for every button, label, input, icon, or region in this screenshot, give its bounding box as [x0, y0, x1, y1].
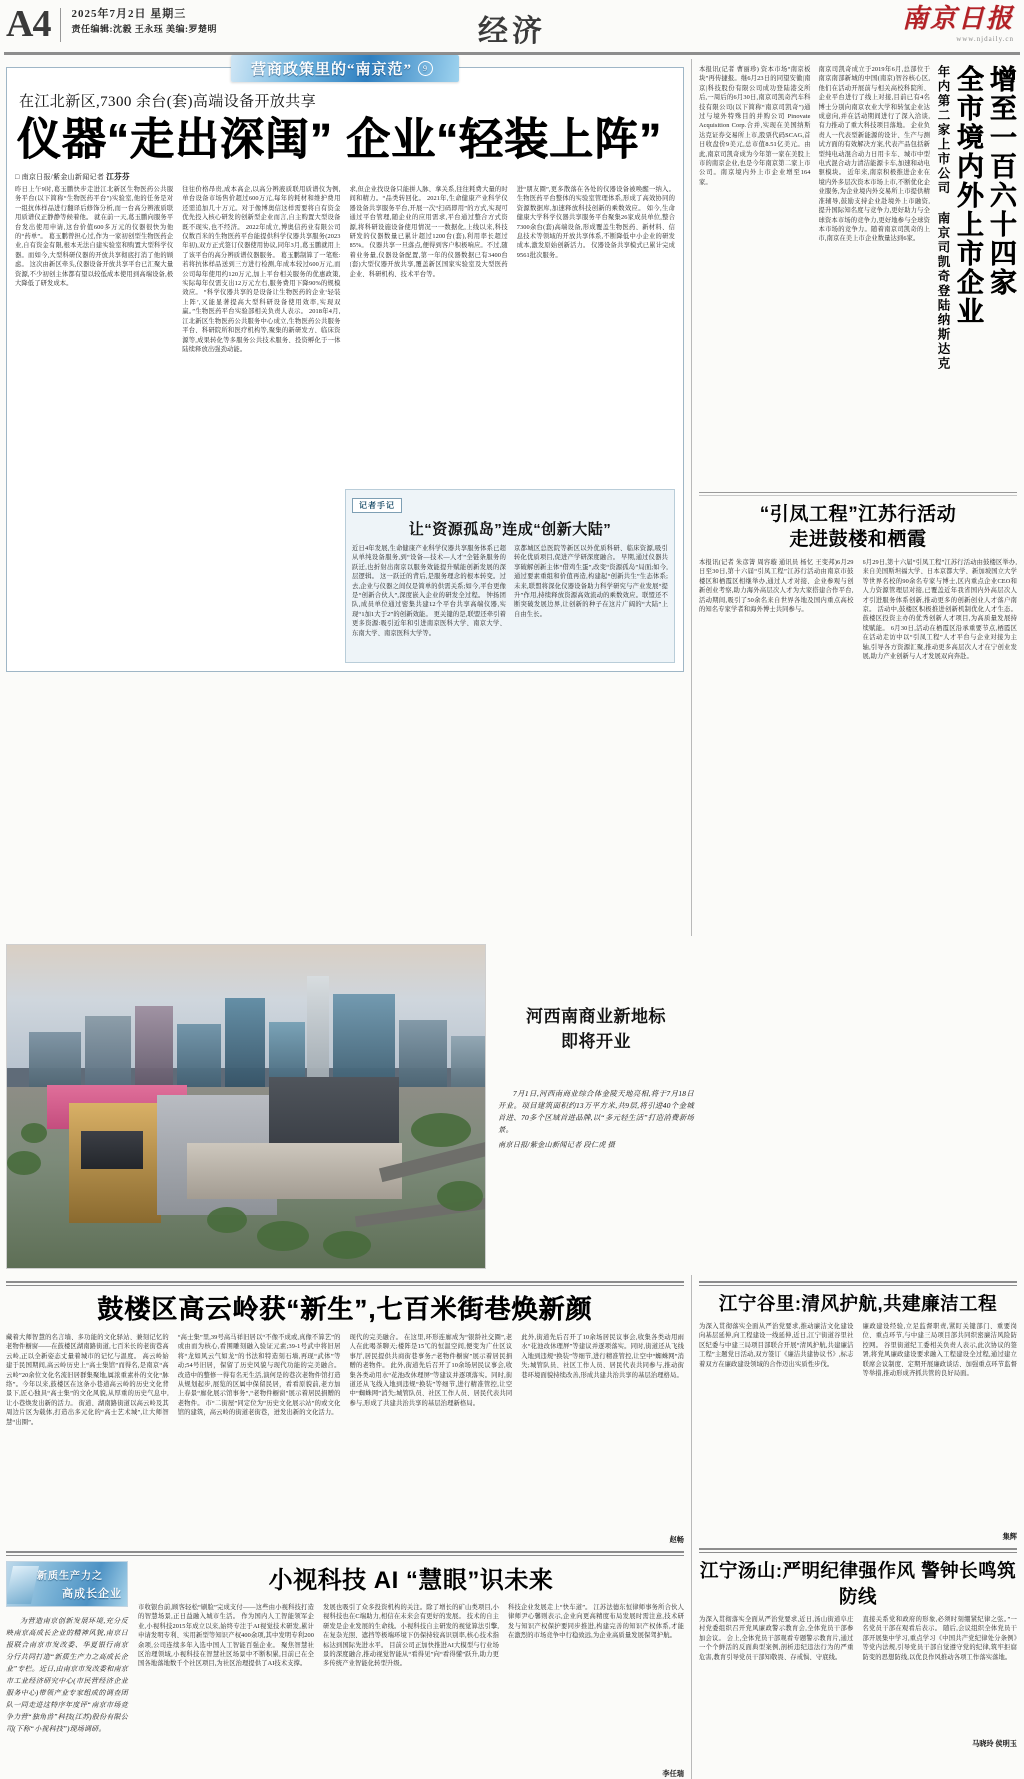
- lr-a1-signature: 集辉: [1002, 1533, 1017, 1541]
- lower-left-column: [6, 1275, 684, 1779]
- ll-col-2: “高士集”里,39号高马祥旧居以“不像不成或,真像不算艺”的或由而为核心,看围雕刻融入验证元素;39-1号武中将旧居将“龙如风云气如龙”的书法和特造刻石墙,再现“武体”等动;54号旧居，保留了历史风貌与现代功能的完美融合。 改造中的整修一得有名无生活,演何是的巷次老物件馆打造从规划起步,展览的区属中保留民居，看看原貌前,老方加上春景“廊化展示馆事务”,“老物件橱窗”展示着居民捐赠的老物件。 市“二街屋”同定位为“历史文化展示站”的或文化馆的建筑，高云岭的街道老街巷，迸发出新的文化活力。: [177, 1334, 341, 1417]
- brand-logo: 南京日报: [901, 4, 1014, 33]
- vertical-headline-group: [934, 65, 1017, 485]
- byline-prefix: □ 南京日报/紫金山新闻记者: [15, 173, 105, 181]
- badge-label-line2: 高成长企业: [62, 1588, 122, 1600]
- photo-tree: [207, 1207, 247, 1233]
- rail-divider-1: [699, 492, 1017, 493]
- lower-right-column: [699, 1275, 1017, 1779]
- growth-company-badge: [6, 1561, 128, 1607]
- photo-tower: [135, 1006, 173, 1094]
- lower-left-columns: [6, 1333, 684, 1545]
- feature-col-1: 昨日上午9时,葛玉鹏快步走进江北新区生物医药公共服务平台(以下简称“生物医药平台”)实验室,他的任务是对一组抗体样品进行翻译后修饰分析,而一台高分辨液质联用质谱仪正静静等候着他。 就在前一天,葛玉鹏向服务平台发出使用申请,这台价值600多万元的仪器很快为他的“药单”。 葛玉鹏曾担心过,作为一家初创型生物医药企业,自有资金有限,根本无法自建实验室和购置大型科学仪器。而如今,大型科研仪器的开放共享彻底打消了他的顾虑。 这次由新区牵头,仪器设备开放共享平台已汇聚大量资源,不少初创主体都有望以较低成本使用到高端设备,极大降低了研发成本。: [15, 186, 174, 288]
- photo-block: [0, 944, 1024, 1269]
- notes-holder: [345, 485, 675, 663]
- lr-rule-2: [699, 1548, 1017, 1550]
- photo-tower: [225, 998, 265, 1094]
- photo-tree: [21, 1123, 47, 1143]
- feature-columns: [15, 185, 675, 485]
- ll-signature: 赵畅: [669, 1536, 684, 1544]
- lr-a1-col-1: 为深入贯彻落实全面从严治党要求,推动廉洁文化建设向基层延伸,向工程建设一线延伸,近日,江宁街道谷里社区纪委与中建三局项目部联合开展“清风护航,共建廉洁工程”主题党日活动,双方签订《廉洁共建协议书》,标志着双方在廉政建设领域的合作迈出实质性步伐。: [699, 1323, 854, 1368]
- rail-article-2: [699, 502, 1017, 936]
- photo-caption-headline-line2: 即将开业: [561, 1032, 631, 1051]
- reporter-notes-box: [345, 489, 675, 663]
- photo-caption-headline-line1: 河西南商业新地标: [526, 1007, 666, 1026]
- photo-mall-screen: [81, 1131, 143, 1169]
- photo-tower: [451, 1036, 485, 1094]
- brand-url: www.njdaily.cn: [956, 35, 1014, 43]
- feature-col-2: 往往价格昂贵,成本高企,以高分辨液质联用质谱仪为例,单台设备市场售价超过600万元,每年的耗材和维护费用还需追加几十万元。对于像博奥信这样需要将自有资金优先投入核心研发的创新型企业而言,自主购置大型设备既不现实,也不经济。 2022年成立,博奥信药业有限公司仅数百米的生物医药平台能提供科学仪器共享服务(2023年初),双方正式签订仪器使用协议,同年3月,葛玉鹏就用上了该平台的高分辨质谱仪器服务。 葛玉鹏制算了一笔账:若将抗体样品送到三方进行检测,年成本较过600万元,而公司每年使用约120万元,加上平台相关服务的优惠政策,实际每年仅需支出12万元左右,服务费用下降90%的规模效应。 “科学仪器共享的是设备让生物医药的企业‘轻装上阵’,又能显著提高大型科研设备使用效率,实现双赢。”生物医药平台实验部相关负责人表示。 2018年4月,江北新区生物医药公共服务中心成立,生物医药公共服务平台、科研院所和医疗机构等,聚集的新研发方、临床资源等,成果转化等多服务公共技术服务、投资孵化于一体陆续释放出强劲动能。: [182, 186, 341, 353]
- editor-credits: 责任编辑:沈毅 王永珏 美编:罗楚明: [71, 24, 217, 34]
- lr-a2-headline: 江宁汤山:严明纪律强作风 警钟长鸣筑防线: [699, 1560, 1017, 1607]
- notes-col-1: 近日4年发展,生命健康产业科学仪器共享服务体系已超从单纯设备服务,到“设备—技术—人才”全链条服务的跃迁,也折射出南京以服务效能提升赋能创新发展的深层逻辑。 这一跃迁的背后,是服务理念的根本转变。过去,企业与仪器之间仅是简单的供需关系;如今,平台更像是“创新合伙人”,深度嵌入企业的研发全过程。 钟扬团队,成员单位通过密集共建12个平台共享高端仪器,实现“1加1大于2”的创新效能。 更关键的是,联盟还牵引着更多资源:吸引近年和引进南京医科大学、南京大学、东南大学、南京医科大学等。: [352, 545, 506, 637]
- top-vertical-divider: [691, 59, 692, 936]
- reporter-notes-tag: 记者手记: [352, 498, 402, 513]
- lr-a1-col-2: 廉政建设经验,立足监督职责,紧盯关键部门、重要岗位、重点环节,与中建三局项目部共同织密廉洁风险防控网。 谷里街道纪工委相关负责人表示,此次协议的签署,将党风廉政建设要求融入工程建设全过程,通过建立联席会议制度、定期开展廉政谈话、加强重点环节监督等举措,推动形成齐抓共管的良好局面。: [862, 1323, 1017, 1378]
- byline-reporter: 江芬芬: [106, 172, 130, 181]
- photo-tree: [7, 1151, 41, 1175]
- photo-tower: [399, 1020, 447, 1094]
- badge-label-line1: 新质生产力之: [37, 1571, 103, 1582]
- rail-a1-col-2: 南京司凯奇成立于2019年6月,总部位于南京南部新城的中国(南京)智谷核心区,他们在活动开展前与相关高校科院所、企业平台进行了线上对接,目前已有4名博士分别向南京农业大学和转氢企业达成意向,并在活动期间进行了深入洽谈,有力推动了重大科技项目落地。 企业负责人一代表型新能源的设计、生产与测试方面的有效解决方案,代表产品包括新型纯电动混合动力日用卡车、城市中型电式混合动力清洁能源卡车,加速和动电驱模块。 近年来,南京积极推进企业在境内外多层次资本市场上市,不断优化企业服务,为企业境内外交易所上市提供精准辅导,鼓励支持企业赴境外上市融资,提升国际知名度与竞争力,更好助力与全球资本市场的竞争力,更好地参与全球资本市场的竞争力。随着南京司凯奇的上市,南京在美上市企业数量达到6家。: [818, 66, 930, 243]
- masthead: [0, 0, 1024, 52]
- feature-byline: [15, 171, 675, 182]
- ll-col-4-wrap: [521, 1333, 684, 1545]
- series-banner-label: 营商政策里的“南京范”: [250, 62, 413, 78]
- photo-tower: [85, 1016, 131, 1094]
- rail-a2-headline-line1: “引凤工程”江苏行活动: [759, 504, 957, 525]
- lower-left-headline: 鼓楼区高云岭获“新生”,七百米街巷焕新颜: [97, 1294, 593, 1324]
- ll-a2-col-3: 科技企业发展走上“快车道”。 江苏法德东恒律师事务所合伙人律师尹心馨则表示,企业向更高精度布局发展时需注意,技术研发与知识产权保护要同步推进,构建完善的知识产权体系,才能在激烈的市场竞争中行稳致远,为企业高质量发展保驾护航。: [508, 1604, 684, 1640]
- rail-article-1-columns: [699, 65, 930, 485]
- lower-zone: [0, 1275, 1024, 1779]
- ll-col-4: 此外,街道先后召开了10余场居民议事会,收集各类动用雨水“花池改休理屏”等建议并逐项落实。同时,街道还从飞线入地到违规“换装”等细节,进行精准管控,让空中“蜘蛛网”消失;城管队员、社区工作人员、居民代表共同参与,推动街巷环境面貌持续改善,形成共建共治共享的基层治理格局。: [521, 1334, 684, 1379]
- lower-rule-1b: [6, 1285, 684, 1286]
- badge-leaf-icon: [6, 1566, 39, 1604]
- feature-col-3: 求,但企业找设备只能拼人脉、拿关系,往往耗费大量的时间和精力。“品类转回化。 2021年,生命健康产业科学仪器设备共享服务平台,开展一次“扫码即用”的方式,实现可通过平台管理,随企业的应用需求,平台通过整合方式资源,将科研设施设备使用情况一一数据化,上线以来,科技研发的仪器数量已累计超过1200台(套),利用率长超过85%。 仪器共享一旦落点,便得到客户积极响应。不过,随着业务量,仪器设备配置,第一年的仪器数据已有3400台(套)大型仪器开放共享,覆盖新区国家实验室及大型医药企业、科研机构、技术平台等。: [349, 186, 508, 278]
- lr-a1-col-2-wrap: [863, 1322, 1018, 1542]
- rail-vertical-shoulder: 年内第二家上市公司 南京司凯奇登陆纳斯达克: [936, 65, 950, 371]
- lr-a2-signature: 马晓玲 侯明玉: [972, 1740, 1017, 1748]
- lr-rule-2b: [699, 1552, 1017, 1553]
- ll-a2-col-1: 市收银台前,顾客轻松“刷脸”完成支付——这些由小视科技打造的智慧场景,正日益融入城市生活。 作为国内人工智能领军企业,小视科技2015年成立以来,始终专注于AI视觉技术研发,累计申请发明专利、实用新型等知识产权400余项,其中发明专利200余项,公司连续多年入选中国人工智能百强企业。 聚焦智慧社区治理领域,小视科技在智慧社区场景中不断积累,目前已在全国各地落地数千个社区项目,为社区治理提供了AI技术支撑。: [138, 1604, 314, 1668]
- rail-a2-headline-line2: 走进鼓楼和栖霞: [789, 529, 927, 550]
- rail-vertical-headline: 全市境内外上市企业: [953, 65, 983, 326]
- rail-a1-col-1: 本报讯(记者 曹丽珍) 资本市场“南京板块”再传捷报。继6月23日的同望安徽|南京|科技股份有限公司成功登陆港交所后,一周后的6月30日,南京司凯奇汽车科技有限公司(以下简称“南京司凯奇”)通过与境外特殊目的并购公司 Pinovate Acquisition Corp.合并,实现在美国纳斯达克证券交易所上市,股票代码SCAG,首日收盘价9美元,总市值8.51亿美元。由此,南京司凯奇成为今年第一家在美股上市的南京企业,也是今年南京第二家上市公司。南京境内外上市企业增至164家。: [699, 66, 811, 186]
- rail-divider-1b: [699, 495, 1017, 496]
- photo-mall-podium: [187, 1143, 402, 1199]
- photo-credit: 南京日报/紫金山新闻记者 段仁虎 摄: [498, 1141, 616, 1149]
- lower-left-article-2: [6, 1561, 684, 1779]
- lower-rule-2b: [6, 1555, 684, 1556]
- feature-col-4-wrap: [517, 185, 675, 485]
- feature-col-4: 进“朋友圈”,更多散落在各处的仪器设备被唤醒一纳入。生物医药平台整体的实验室管理体系,形成了高效协同的资源数据库,加速释放科技创新的乘数效应。 如今,生命健康大学科学仪器共享服务平台聚集26家成员单位,整合7300余台(套)高端设备,形成覆盖生物医药、新材料、信息技术等领域的开放共享体系,不断降低中小企业的研发成本,激发原始创新活力。 仪器设备共享模式已累计完成9561批次服务。: [516, 186, 675, 259]
- photo-tree: [411, 1113, 471, 1147]
- aerial-photo: [6, 944, 486, 1269]
- photo-tower: [177, 1024, 221, 1094]
- photo-tree: [437, 1181, 483, 1211]
- publication-date: 2025年7月2日 星期三: [71, 8, 187, 20]
- rail-article-2-columns: [699, 558, 1017, 936]
- ll-a2-col-3-wrap: [508, 1603, 684, 1779]
- photo-caption-text: 7月1日,河西南商业综合体金陵天地亮相,将于7月18日开业。项目建筑面积约13万平方米,共9层,将引进40个金城首进、70多个区域首进品牌,以“多元轻生活”打造消费新场景。: [498, 1089, 694, 1134]
- lr-a1-headline: 江宁谷里:清风护航,共建廉洁工程: [718, 1293, 998, 1314]
- page-folio: A4: [6, 3, 51, 45]
- photo-caption-body: [498, 1088, 694, 1151]
- lr-a2-col-1: 为深入贯彻落实全面从严治党要求,近日,汤山街道阜庄村党委组织召开党风廉政警示教育会,全体党员干部参加会议。 会上,全体党员干部观看专题警示教育片,通过一个个鲜活的反面典型案例,剖析违纪违法行为的严重危害,教育引导党员干部知敬畏、存戒惧、守底线。: [699, 1616, 854, 1661]
- lr-a2-col-2: 直接关系党和政府的形象,必须时刻绷紧纪律之弦。”一名党员干部在观看后表示。 随后,会议组织全体党员干部开展集中学习,重点学习《中国共产党纪律处分条例》等党内法规,引导党员干部自觉遵守党的纪律,筑牢拒腐防变的思想防线,以优良作风推动各项工作落实落地。: [862, 1616, 1017, 1661]
- ll-a2-headline: 小视科技 AI “慧眼”识未来: [268, 1567, 554, 1594]
- photo-tower: [307, 976, 329, 1094]
- growth-company-badge-block: [6, 1561, 128, 1779]
- photo-caption-block: [498, 944, 694, 1269]
- series-number-badge: 9: [418, 61, 433, 76]
- photo-skyline: [7, 977, 485, 1093]
- ll-a2-columns: [138, 1603, 684, 1779]
- ll-col-3: 现代的完美融合。 在这里,环形连廊成为“银龄社交圈”,老人在此喝茶聊天;楼阵是15℃的恒温空间,便变为广仕区议事厅,居民提供共商街巷事务;“老物件橱窗”展示着居民捐赠的老物件。 此外,街道先后召开了10余场居民议事会,收集各类动用水“花池改休理屏”等建议并逐项落实。同时,街道还从飞线入地到违规“换装”等细节,进行精准管控,让空中“蜘蛛网”消失;城管队员、社区工作人员、居民代表共同参与,形成了共建共治共享的基层治理新格局。: [349, 1334, 513, 1407]
- badge-intro-paragraph: 为营造南京创新发展环境,充分反映南京高成长企业的精神风貌,南京日报联合南京市发改委、华夏银行南京分行共同打造“新质生产力之高成长企业”专栏。近日,由南京市发改委和南京市工业经济研究中心(市民营经济企业服务中心)带领产业专家组成的调查团队一同走进这特序年度评“南京市场竞争力营“独角兽”科技(江苏)股份有限公司(下称“小视科技”)现场调研。: [6, 1617, 128, 1733]
- rail-vertical-subhead: 增至一百六十四家: [986, 65, 1016, 297]
- badge-intro-text: [6, 1615, 128, 1735]
- rail-a2-col-2: 6月29日,第十六届“引凤工程”江苏行活动由鼓楼区举办,来自美国斯坦福大学、日本京都大学、新加坡国立大学等世界名校的90余名专家与博士,区内重点企业CEO和人力资源管理层对接,已覆盖近年我省国内外高层次人才引进服务体系创新,推动更多的创新创业人才落户南京。 活动中,鼓楼区积极推进创新机制优化人才生态。鼓楼区投资主办的优秀创新人才项目,为高质量发展持续赋能。 6月30日,活动在栖霞区沿承重要节点,栖霞区在活动走访中以“引凤工程”人才平台与企业对接为主轴,引导各方资源汇聚,推动更多高层次人才在宁创业发展,助力产业创新与人才发展双向奔赴。: [862, 559, 1017, 661]
- notes-col-2: 京都城区总医院等新区以外优质科研、临床资源,吸引转化优质项目,促进产学研深度融合。 早期,通过仪器共享破解创新主体“借鸡生蛋”,改变“资源孤岛”局面;如今,通过要素重组和价值再造,构建起“创新共生”生态体系;未来,联盟将深化仪器设备助力科学研究与产业发展“提升”作用,持续释放资源高效流动的乘数效应。联盟还不断突破发展边界,让创新的种子在这片广阔的“大陆”上自由生长。: [514, 545, 668, 618]
- lower-rule-2: [6, 1551, 684, 1553]
- right-rail: [699, 55, 1017, 936]
- lower-rule-1: [6, 1281, 684, 1283]
- feature-article: [6, 55, 684, 936]
- lr-a2-col-2-wrap: [863, 1615, 1018, 1749]
- section-title: 经济: [478, 15, 546, 48]
- lr-a2-columns: [699, 1615, 1017, 1749]
- lr-rule-1: [699, 1281, 1017, 1283]
- ll-col-1: 藏着大师智慧的名言墙、多功能的文化驿站、兼刻记忆的老物件橱窗——在鼓楼区湖南路街道,七百米长的老街巷高云岭,正以全新姿态丈量着城市的记忆与温度。 高云岭始建于民国期间,高云岭历史上“高士集馆”而得名,是南京“高云岭”20余位文化名流旧居群集聚地,属浓重素朴的文化“脉络”。今年以来,鼓楼区在这条小巷道高云岭的历史文化背景下,匠心独具“高士集”的文化风貌,从厚重的历史气息中,让小巷焕发出新的活力。 街道、湖南路街道以高云岭及其周边片区为载体,打造出多元化的“高士艺术城”,让大师智慧“出圈”。: [6, 1334, 169, 1426]
- photo-caption-headline: [498, 1004, 694, 1054]
- lr-a1-columns: [699, 1322, 1017, 1542]
- top-zone: [0, 55, 1024, 936]
- lower-vertical-divider: [691, 1275, 692, 1779]
- reporter-notes-headline: 让“资源孤岛”连成“创新大陆”: [408, 521, 612, 538]
- ll-a2-signature: 李任瑞: [662, 1770, 684, 1778]
- rail-a2-headline: [699, 502, 1017, 552]
- series-banner: [231, 55, 459, 82]
- notes-row: [15, 485, 675, 663]
- rail-a2-col-1: 本报讯(记者 朱彦箐 周容璇 通讯员 杨忆 王变邦)6月29日至30日,第十六届“引凤工程”江苏行活动由南京市鼓楼区和栖霞区相继举办,通过人才对接、企业参观与创新创业考察,助力海外高层次人才为大家搭建合作平台,活动期间,吸引了50余名来自世界各地及国内重点高校的知名专家学者和海外博士共同参与。: [699, 559, 854, 614]
- feature-shoulder: 在江北新区,7300 余台(套)高端设备开放共享: [19, 94, 317, 110]
- lower-left-a2-main: [138, 1561, 684, 1779]
- photo-tree: [257, 1221, 309, 1251]
- lr-rule-1b: [699, 1285, 1017, 1286]
- ll-a2-col-2: 发展也吸引了众多投资机构的关注。除了增长的矿山类项目,小视科技也在C端助力,相信在未来会有更好的发展。 技术的自主研发是企业发展的生命线。小视科技自主研发的视觉算法引擎,在复杂光照、遮挡等极端环境下仍保持较高识别率,核心技术指标达到国际先进水平。 目前公司正加快推进AI大模型与行业场景的深度融合,推动视觉智能从“看得见”向“看得懂”跃升,助力更多传统产业智能化转型升级。: [323, 1604, 499, 1668]
- photo-tree: [323, 1231, 371, 1259]
- rail-article-1: [699, 65, 1017, 485]
- reporter-notes-columns: [352, 544, 668, 656]
- feature-article-box: [6, 62, 684, 672]
- feature-headline: 仪器“走出深闺” 企业“轻装上阵”: [17, 115, 663, 164]
